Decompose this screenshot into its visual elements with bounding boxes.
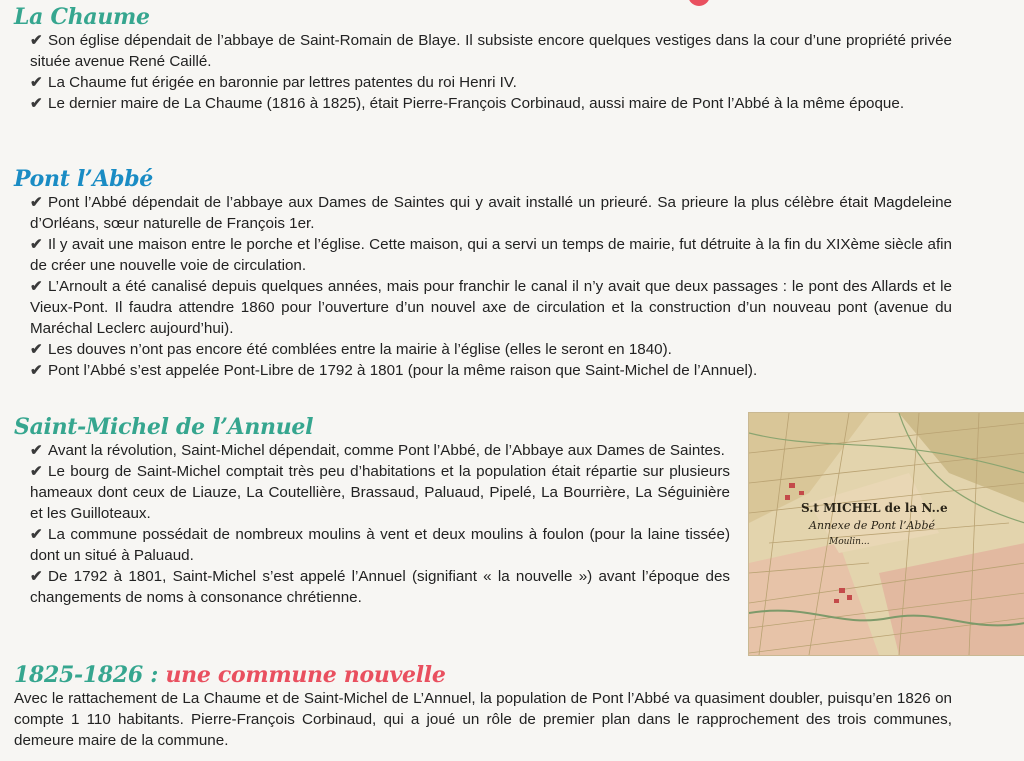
item-text: La Chaume fut érigée en baronnie par lettres patentes du roi Henri IV. <box>48 74 517 91</box>
check-icon: ✔ <box>30 194 43 211</box>
item-list <box>14 30 952 114</box>
historical-map-image <box>748 412 1024 656</box>
section-1825-1826 <box>14 662 952 751</box>
section-title: Saint-Michel de l’Annuel <box>14 414 314 440</box>
item-text: Pont l’Abbé s’est appelée Pont-Libre de 1792 à 1801 (pour la même raison que Saint-Michel de l’Annuel). <box>48 362 758 379</box>
title-year: 1825-1826 <box>14 662 143 688</box>
section-title: La Chaume <box>14 4 150 30</box>
item-text: Le dernier maire de La Chaume (1816 à 1825), était Pierre-François Corbinaud, aussi maire de Pont l’Abbé à la même époque. <box>48 95 905 112</box>
map-label-small: Moulin... <box>829 537 870 547</box>
section-la-chaume <box>14 4 952 114</box>
list-item <box>30 440 730 461</box>
list-item <box>30 234 952 276</box>
map-drawing <box>749 413 1024 655</box>
title-separator: : <box>142 662 166 688</box>
check-icon: ✔ <box>30 236 43 253</box>
item-text: De 1792 à 1801, Saint-Michel s’est appelé l’Annuel (signifiant « la nouvelle ») avant l’époque des changements de noms à consonance chrétienne. <box>30 568 730 606</box>
check-icon: ✔ <box>30 442 43 459</box>
check-icon: ✔ <box>30 463 43 480</box>
check-icon: ✔ <box>30 74 43 91</box>
item-text: L’Arnoult a été canalisé depuis quelques années, mais pour franchir le canal il n’y avait que deux passages : le pont des Allards et le Vieux-Pont. Il faudra attendre 1860 pour l’ouverture d’un nouvel axe de circulation et la construction d’un nouveau pont (avenue du Maréchal Leclerc aujourd’hui). <box>30 278 952 337</box>
list-item <box>30 566 730 608</box>
item-text: Son église dépendait de l’abbaye de Saint-Romain de Blaye. Il subsiste encore quelques vestiges dans la cour d’une propriété privée située avenue René Caillé. <box>30 32 952 70</box>
list-item <box>30 93 952 114</box>
item-list <box>14 440 730 608</box>
title-rest: une commune nouvelle <box>165 662 446 688</box>
check-icon: ✔ <box>30 362 43 379</box>
check-icon: ✔ <box>30 95 43 112</box>
list-item <box>30 360 952 381</box>
list-item <box>30 461 730 524</box>
item-text: Avant la révolution, Saint-Michel dépendait, comme Pont l’Abbé, de l’Abbaye aux Dames de Saintes. <box>48 442 725 459</box>
item-text: Pont l’Abbé dépendait de l’abbaye aux Dames de Saintes qui y avait installé un prieuré. Sa prieure la plus célèbre était Magdeleine d’Orléans, sœur naturelle de François 1er. <box>30 194 952 232</box>
check-icon: ✔ <box>30 568 43 585</box>
check-icon: ✔ <box>30 278 43 295</box>
list-item <box>30 30 952 72</box>
section-title: Pont l’Abbé <box>14 166 153 192</box>
check-icon: ✔ <box>30 32 43 49</box>
list-item <box>30 339 952 360</box>
list-item <box>30 276 952 339</box>
item-text: Le bourg de Saint-Michel comptait très peu d’habitations et la population était répartie sur plusieurs hameaux dont ceux de Liauze, La Coutellière, Brassaud, Paluaud, Pipelé, La Bourrière, La Séguinière et les Guilloteaux. <box>30 463 730 522</box>
section-pont-labbe <box>14 166 952 381</box>
list-item <box>30 524 730 566</box>
check-icon: ✔ <box>30 526 43 543</box>
section-saint-michel <box>14 414 730 608</box>
list-item <box>30 72 952 93</box>
map-label-sub: Annexe de Pont l’Abbé <box>809 519 936 532</box>
section-title <box>14 662 952 688</box>
item-list <box>14 192 952 381</box>
item-text: Les douves n’ont pas encore été comblées entre la mairie à l’église (elles le seront en 1840). <box>48 341 672 358</box>
map-label-main: S.t MICHEL de la N..e <box>801 501 948 515</box>
item-text: Il y avait une maison entre le porche et l’église. Cette maison, qui a servi un temps de mairie, fut détruite à la fin du XIXème siècle afin de créer une nouvelle voie de circulation. <box>30 236 952 274</box>
list-item <box>30 192 952 234</box>
section-paragraph: Avec le rattachement de La Chaume et de Saint-Michel de L’Annuel, la population de Pont l’Abbé va quasiment doubler, puisqu’en 1826 on compte 1 110 habitants. Pierre-François Corbinaud, qui a joué un rôle de premier plan dans le rapprochement des trois communes, demeure maire de la commune. <box>14 690 952 749</box>
item-text: La commune possédait de nombreux moulins à vent et deux moulins à foulon (pour la laine tissée) dont un situé à Paluaud. <box>30 526 730 564</box>
check-icon: ✔ <box>30 341 43 358</box>
